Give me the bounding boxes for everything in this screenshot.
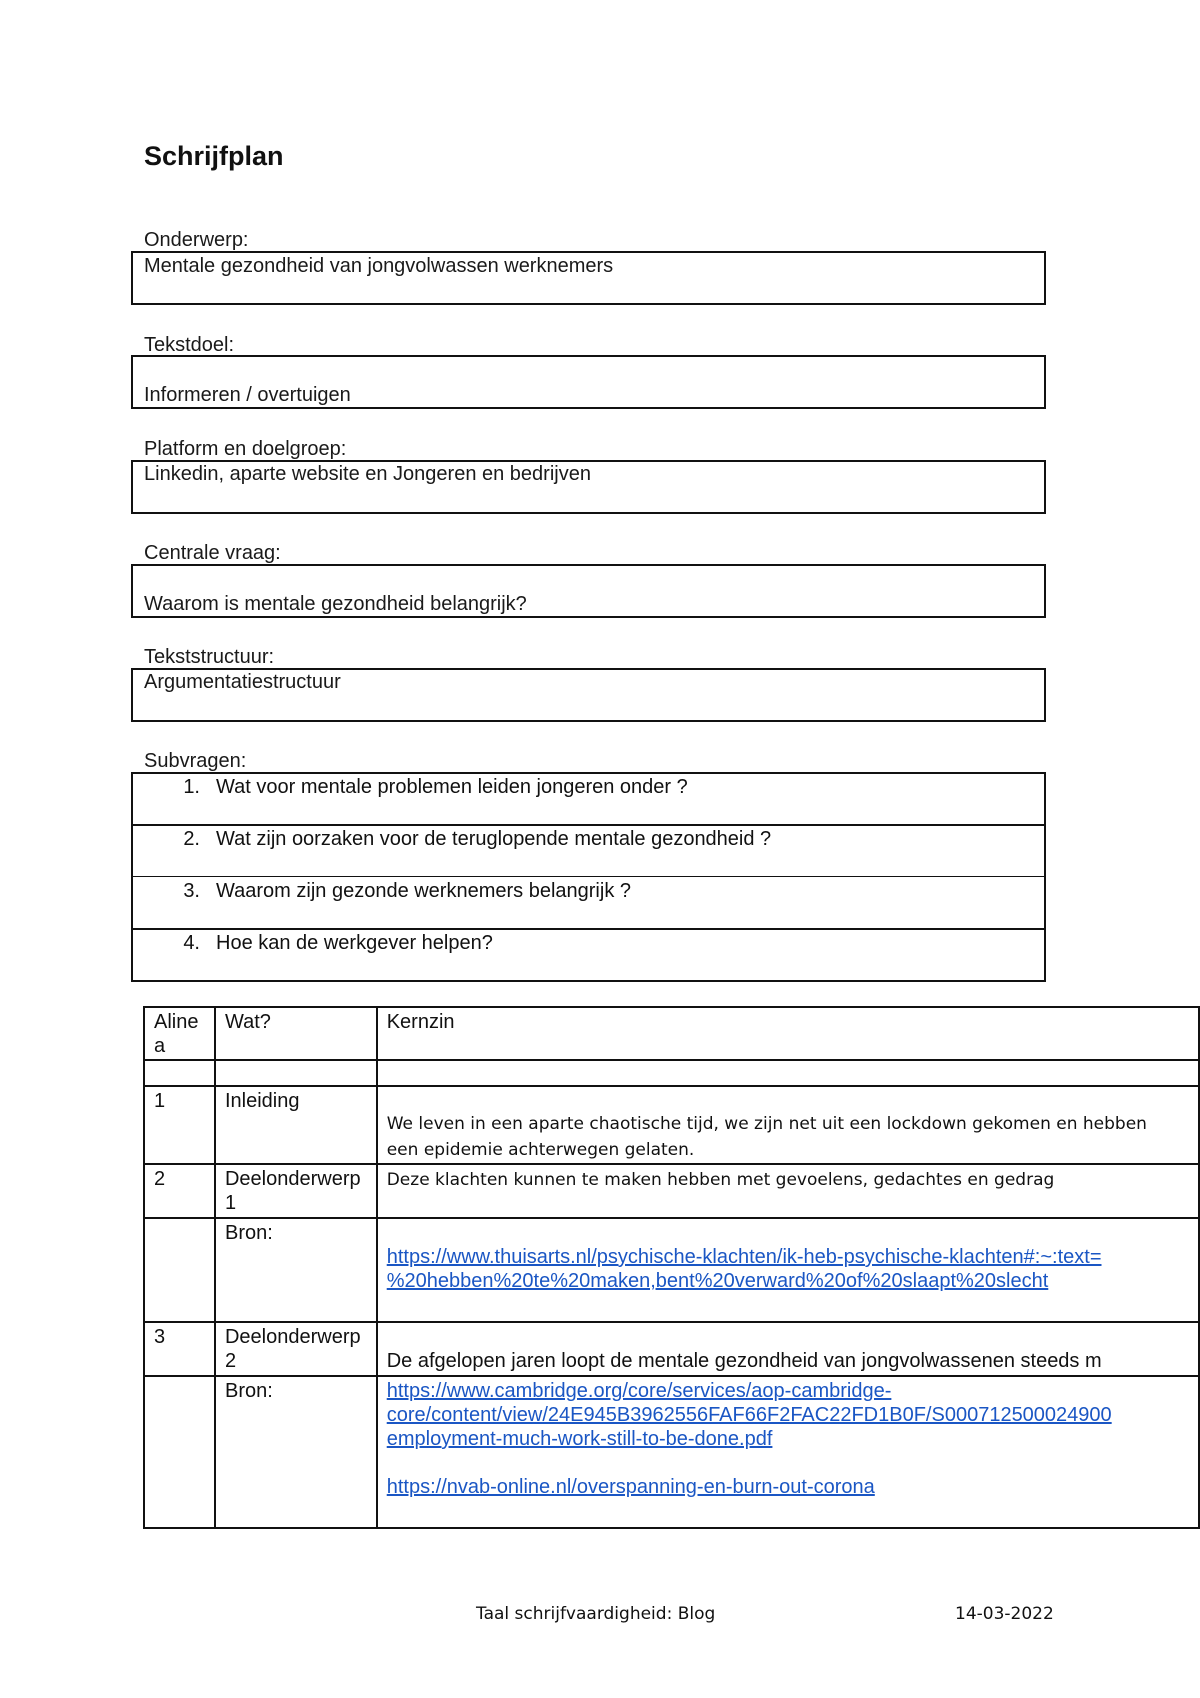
table-cell (215, 1060, 377, 1086)
table-row (144, 1164, 1199, 1218)
subvraag-text: Wat zijn oorzaken voor de teruglopende mentale gezondheid ? (216, 828, 772, 850)
subvraag-number: 1. (183, 776, 200, 798)
subvraag-text: Hoe kan de werkgever helpen? (216, 932, 493, 954)
table-row-empty (144, 1060, 1199, 1086)
table-row (144, 1322, 1199, 1376)
header-wat: Wat? (215, 1007, 377, 1060)
table-cell-wat: Bron: (215, 1376, 377, 1528)
tekstdoel-value: Informeren / overtuigen (144, 384, 351, 406)
table-cell-kernzin (377, 1164, 1199, 1218)
centrale-vraag-value: Waarom is mentale gezondheid belangrijk? (144, 593, 527, 615)
table-cell-kernzin (377, 1086, 1199, 1164)
subvragen-divider (131, 772, 1046, 774)
table-cell-wat: Bron: (215, 1218, 377, 1322)
table-row (144, 1086, 1199, 1164)
tekststructuur-value: Argumentatiestructuur (144, 671, 341, 693)
header-alinea: Aline a (144, 1007, 215, 1060)
subvragen-divider (131, 928, 1046, 930)
table-cell-bron (377, 1376, 1199, 1528)
subvraag-number: 3. (183, 880, 200, 902)
subvraag-text: Waarom zijn gezonde werknemers belangrijk ? (216, 880, 631, 902)
kernzin-line: De afgelopen jaren loopt de mentale gezondheid van jongvolwassenen steeds m (386, 1350, 1102, 1372)
table-cell (144, 1060, 215, 1086)
footer-title: Taal schrijfvaardigheid: Blog (476, 1604, 716, 1624)
tekstdoel-label: Tekstdoel: (144, 334, 235, 356)
platform-label: Platform en doelgroep: (144, 438, 347, 460)
source-link[interactable]: https://www.cambridge.org/core/services/aop-cambridge- (386, 1380, 892, 1402)
subvragen-divider (131, 980, 1046, 982)
table-cell-wat: Inleiding (215, 1086, 377, 1164)
kernzin-line: Deze klachten kunnen te maken hebben met gevoelens, gedachtes en gedrag (386, 1170, 1055, 1190)
centrale-vraag-label: Centrale vraag: (144, 542, 281, 564)
table-cell-num: 3 (144, 1322, 215, 1376)
source-link[interactable]: core/content/view/24E945B3962556FAF66F2FAC22FD1B0F/S000712500024900 (386, 1404, 1112, 1426)
table-cell-wat: Deelonderwerp 2 (215, 1322, 377, 1376)
source-link[interactable]: https://www.thuisarts.nl/psychische-klachten/ik-heb-psychische-klachten#:~:text= (386, 1246, 1102, 1268)
footer-date: 14-03-2022 (955, 1604, 1054, 1624)
table-cell-kernzin (377, 1322, 1199, 1376)
table-cell-bron (377, 1218, 1199, 1322)
onderwerp-label: Onderwerp: (144, 229, 249, 251)
platform-value: Linkedin, aparte website en Jongeren en bedrijven (144, 463, 591, 485)
subvragen-divider (131, 876, 1046, 877)
kernzin-line: We leven in een aparte chaotische tijd, we zijn net uit een lockdown gekomen en hebben (386, 1114, 1147, 1134)
subvraag-number: 4. (183, 932, 200, 954)
table-row (144, 1218, 1199, 1322)
subvragen-divider (131, 824, 1046, 826)
source-link[interactable]: employment-much-work-still-to-be-done.pdf (386, 1428, 773, 1450)
tekststructuur-label: Tekststructuur: (144, 646, 275, 668)
source-link[interactable]: https://nvab-online.nl/overspanning-en-burn-out-corona (386, 1476, 875, 1498)
table-cell-wat: Deelonderwerp 1 (215, 1164, 377, 1218)
subvraag-text: Wat voor mentale problemen leiden jongeren onder ? (216, 776, 688, 798)
table-header-row (144, 1007, 1199, 1060)
table-cell (144, 1376, 215, 1528)
page-title: Schrijfplan (144, 141, 284, 171)
table-cell-num: 2 (144, 1164, 215, 1218)
onderwerp-value: Mentale gezondheid van jongvolwassen werknemers (144, 255, 614, 277)
source-link[interactable]: %20hebben%20te%20maken,bent%20verward%20of%20slaapt%20slecht (386, 1270, 1049, 1292)
table-cell (377, 1060, 1199, 1086)
subvragen-label: Subvragen: (144, 750, 247, 772)
table-cell (144, 1218, 215, 1322)
subvraag-number: 2. (183, 828, 200, 850)
header-kernzin: Kernzin (377, 1007, 1199, 1060)
table-row (144, 1376, 1199, 1528)
table-cell-num: 1 (144, 1086, 215, 1164)
kernzin-line: een epidemie achterwegen gelaten. (386, 1140, 695, 1160)
alinea-table (143, 1006, 1200, 1529)
